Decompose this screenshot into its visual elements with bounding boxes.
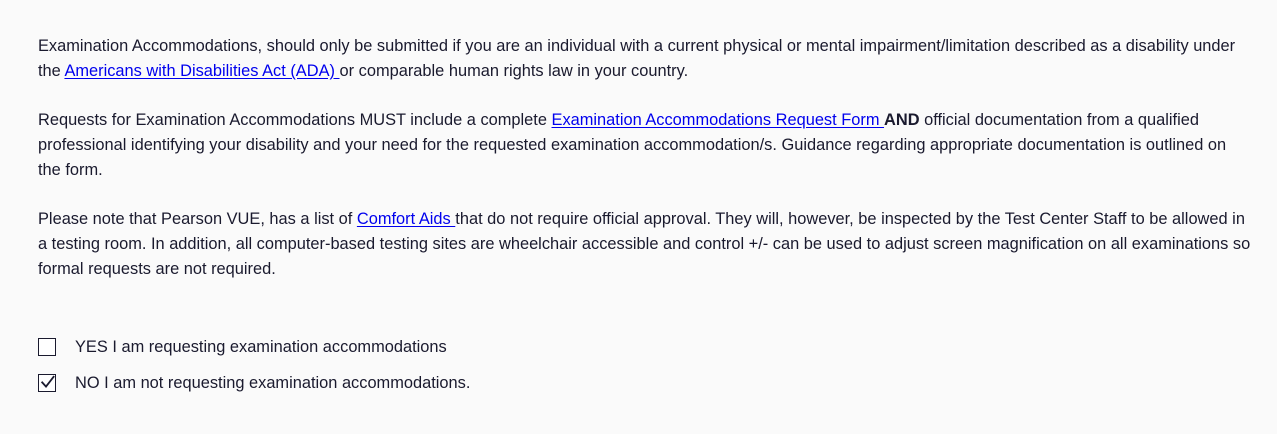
paragraph-ada: [38, 34, 1253, 84]
option-no[interactable]: [38, 370, 470, 396]
paragraph-comfort-aids: [38, 207, 1253, 282]
option-no-label: NO I am not requesting examination accommodations.: [75, 373, 471, 392]
comfort-aids-link[interactable]: Comfort Aids: [356, 210, 456, 228]
ada-link[interactable]: Americans with Disabilities Act (ADA): [64, 62, 340, 80]
yes-checkbox[interactable]: [38, 338, 56, 356]
paragraph-comfort-aids-text-end: that do not require official approval. They will, however, be inspected by the Test Center Staff to be allowed in a testing room. In addition, all computer-based testing sites are wheelchair accessible and control +/- can be used to adjust screen magnification on all examinations so formal requests are not required.: [38, 210, 1251, 278]
no-checkbox[interactable]: [38, 374, 56, 392]
accommodation-options: [38, 334, 470, 396]
request-form-link[interactable]: Examination Accommodations Request Form: [551, 111, 885, 129]
option-yes[interactable]: [38, 334, 470, 360]
paragraph-comfort-aids-text-start: Please note that Pearson VUE, has a list of: [38, 210, 357, 228]
paragraph-ada-text-start: Examination Accommodations, should only be submitted if you are an individual with a current physical or mental impairment/limitation described as a disability under the: [38, 37, 1236, 80]
paragraph-ada-text-end: or comparable human rights law in your country.: [339, 62, 689, 80]
option-yes-label: YES I am requesting examination accommodations: [75, 337, 447, 356]
accommodations-info: [38, 34, 1253, 282]
paragraph-requirements-text-start: Requests for Examination Accommodations MUST include a complete: [38, 111, 552, 129]
check-icon: [40, 375, 55, 390]
and-emphasis: AND: [884, 111, 920, 129]
paragraph-requirements-text-end: official documentation from a qualified professional identifying your disability and your need for the requested examination accommodation/s. Guidance regarding appropriate documentation is outlined on the form.: [38, 111, 1227, 179]
paragraph-requirements: [38, 108, 1253, 183]
